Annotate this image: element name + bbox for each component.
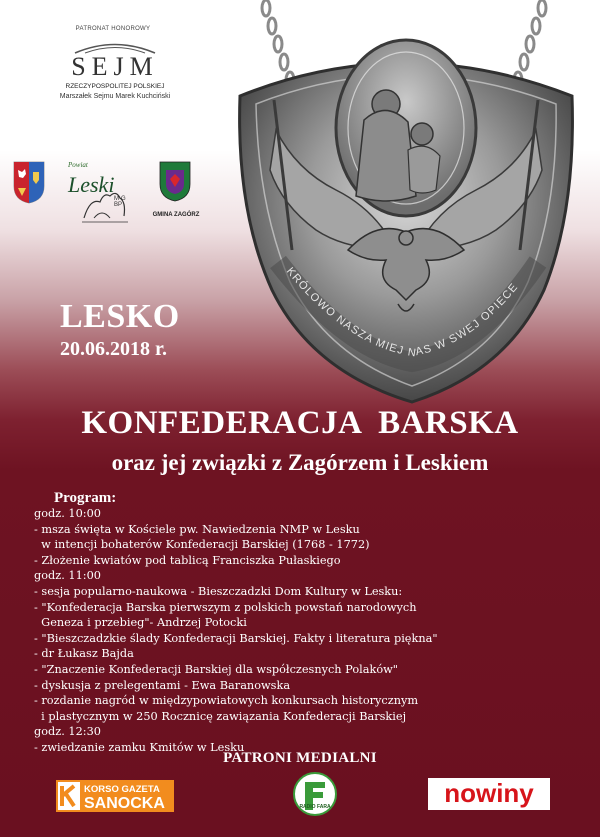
program-line: Geneza i przebieg"- Andrzej Potocki <box>34 616 247 630</box>
medallion-image <box>226 0 586 410</box>
nowiny-logo-graphic <box>428 778 550 810</box>
program-lines <box>34 506 594 756</box>
program-line: - "Znaczenie Konfederacji Barskiej dla współczesnych Polaków" <box>34 662 398 676</box>
patron-label: PATRONAT HONOROWY <box>75 26 151 32</box>
event-city: LESKO <box>60 298 180 335</box>
powiat-big-text: Leski <box>68 172 115 197</box>
sejm-logo <box>50 40 180 122</box>
program-section <box>34 490 594 756</box>
program-line: - "Bieszczadzkie ślady Konfederacji Barskiej. Fakty i literatura piękna" <box>34 631 438 645</box>
korso-logo-graphic <box>56 780 174 812</box>
mgbp-logo <box>80 188 130 236</box>
program-line: i plastycznym w 250 Rocznicę zawiązania Konfederacji Barskiej <box>34 709 407 723</box>
podkarpackie-coat-of-arms-icon <box>12 160 46 204</box>
nowiny-text: nowiny <box>444 778 534 808</box>
program-line: - sesja popularno-naukowa - Bieszczadzki Dom Kultury w Lesku: <box>34 584 403 598</box>
powiat-small-text: Powiat <box>68 161 88 169</box>
program-line: - Złożenie kwiatów pod tablicą Franciszka Pułaskiego <box>34 553 341 567</box>
program-line: - zwiedzanie zamku Kmitów w Lesku <box>34 740 245 754</box>
gmina-zagorz-shield-icon <box>158 160 192 202</box>
gmina-zagorz-label: GMINA ZAGÓRZ <box>152 212 200 218</box>
radio-fara-logo <box>293 772 337 818</box>
program-line: - rozdanie nagród w międzypowiatowych konkursach historycznym <box>34 694 419 708</box>
korso-bottom-text: SANOCKA <box>84 795 165 812</box>
radio-fara-graphic <box>293 772 337 818</box>
korso-top-text: KORSO GAZETA <box>84 784 160 795</box>
program-line: godz. 10:00 <box>34 507 101 520</box>
korso-logo <box>56 780 174 812</box>
nowiny-logo <box>428 778 550 810</box>
program-line: - msza święta w Kościele pw. Nawiedzenia NMP w Lesku <box>34 522 360 536</box>
medallion-inscription: KRÓLOWO NASZA MIEJ NAS W SWEJ OPIECE <box>283 265 521 360</box>
mgbp-text: M-G BP <box>114 196 126 208</box>
sejm-wordmark: SEJM <box>71 52 159 81</box>
chain-left <box>262 0 294 88</box>
marshal-name: Marszałek Sejmu Marek Kuchciński <box>59 93 171 100</box>
event-subtitle: oraz jej związki z Zagórzem i Leskiem <box>111 450 489 475</box>
media-patrons-heading: PATRONI MEDIALNI <box>223 750 377 766</box>
chain-right <box>514 0 546 88</box>
event-date: 20.06.2018 r. <box>60 338 168 360</box>
program-line: - dr Łukasz Bajda <box>34 647 134 661</box>
program-line: godz. 12:30 <box>34 725 101 739</box>
program-line: - dyskusja z prelegentami - Ewa Baranowska <box>34 678 291 692</box>
program-line: godz. 11:00 <box>34 569 101 583</box>
radio-fara-text: RADIO FARA <box>299 804 331 810</box>
powiat-leski-logo <box>68 154 138 197</box>
event-title: KONFEDERACJA BARSKA <box>81 405 519 441</box>
program-line: - "Konfederacja Barska pierwszym z polskich powstań narodowych <box>34 600 417 614</box>
program-heading: Program: <box>54 490 117 506</box>
program-line: w intencji bohaterów Konfederacji Barskiej (1768 - 1772) <box>34 538 370 552</box>
sejm-subtitle: RZECZYPOSPOLITEJ POLSKIEJ <box>65 83 165 90</box>
